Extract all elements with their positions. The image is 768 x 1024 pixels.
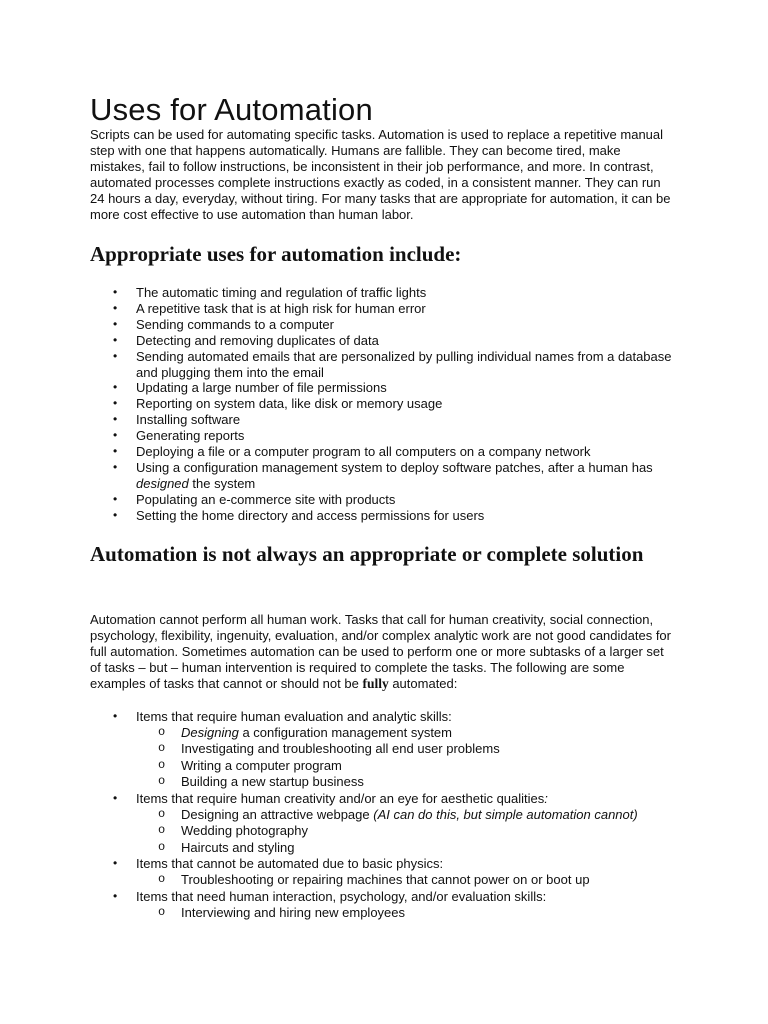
appropriate-uses-list [90,285,680,524]
sub-item-emphasis: Designing [181,724,239,740]
sub-list-item: o Interviewing and hiring new employees [90,905,680,922]
list-item: • A repetitive task that is at high risk for human error [90,301,680,317]
paragraph-text: automated: [388,676,458,691]
section-heading-not-appropriate: Automation is not always an appropriate or complete solution [90,542,644,566]
sub-list-item [90,725,680,742]
sub-list [136,725,680,791]
sub-list-item: o Writing a computer program [90,758,680,775]
list-item: • Setting the home directory and access permissions for users [90,508,680,524]
list-item: • Deploying a file or a computer program to all computers on a company network [90,444,680,460]
list-item: • Sending commands to a computer [90,317,680,333]
list-item: • Detecting and removing duplicates of data [90,333,680,349]
sub-list [136,872,680,889]
list-item: • Sending automated emails that are personalized by pulling individual names from a database and plugging them into the email [90,349,680,381]
paragraph-text: Automation cannot perform all human work. Tasks that call for human creativity, social connection, psychology, flexibility, ingenuity, evaluation, and/or complex analytic work are not good candidates for full automation. Sometimes automation can be used to perform one or more subtasks of a larger set of tasks – but – human intervention is required to complete the tasks. The following are some examples of tasks that cannot or should not be [90,612,671,691]
sub-list-item: o Wedding photography [90,823,680,840]
list-item: • Updating a large number of file permissions [90,380,680,396]
group-label: Items that require human evaluation and analytic skills: [136,709,452,724]
group-label: Items that need human interaction, psychology, and/or evaluation skills: [136,888,547,904]
list-item: • Reporting on system data, like disk or memory usage [90,396,680,412]
list-item: • Populating an e-commerce site with products [90,492,680,508]
sub-item-emphasis: (AI can do this, but simple automation cannot) [373,806,638,822]
page-title: Uses for Automation [90,92,373,127]
list-item-emphasis: designed [136,475,189,491]
list-item: • Generating reports [90,428,680,444]
list-item-text: Using a configuration management system to deploy software patches, after a human has [136,459,653,475]
not-automatable-list [90,709,680,921]
list-item-text: the system [188,475,256,491]
list-item [90,856,680,888]
sub-item-text: Designing an attractive webpage [181,806,374,822]
group-label-colon: : [544,790,548,806]
sub-list-item: o Investigating and troubleshooting all end user problems [90,741,680,758]
list-item: • The automatic timing and regulation of traffic lights [90,285,680,301]
sub-item-text: a configuration management system [238,724,452,740]
sub-list-item: o Troubleshooting or repairing machines that cannot power on or boot up [90,872,680,889]
sub-list-item: o Haircuts and styling [90,840,680,857]
section-heading-appropriate-uses: Appropriate uses for automation include: [90,242,462,266]
sub-list-item: o Building a new startup business [90,774,680,791]
list-item [90,709,680,791]
intro-paragraph: Scripts can be used for automating specific tasks. Automation is used to replace a repetitive manual step with one that happens automatically. Humans are fallible. They can become tired, make mistakes, fail to follow instructions, be inconsistent in their job performance, and more. In contrast, automated processes complete instructions exactly as coded, in a consistent manner. They can run 24 hours a day, everyday, without tiring. For many tasks that are appropriate for automation, it can be more cost effective to use automation than human labor. [90,127,671,222]
sub-list-item [90,807,680,824]
group-label: Items that cannot be automated due to basic physics: [136,856,444,872]
list-item: • Installing software [90,412,680,428]
sub-list [136,905,680,922]
list-item [90,460,680,492]
paragraph-bold: fully [362,676,389,691]
list-item [90,791,680,856]
sub-list [136,807,680,857]
group-label: Items that require human creativity and/or an eye for aesthetic qualities [136,790,545,806]
section2-paragraph [90,612,678,692]
list-item [90,889,680,921]
